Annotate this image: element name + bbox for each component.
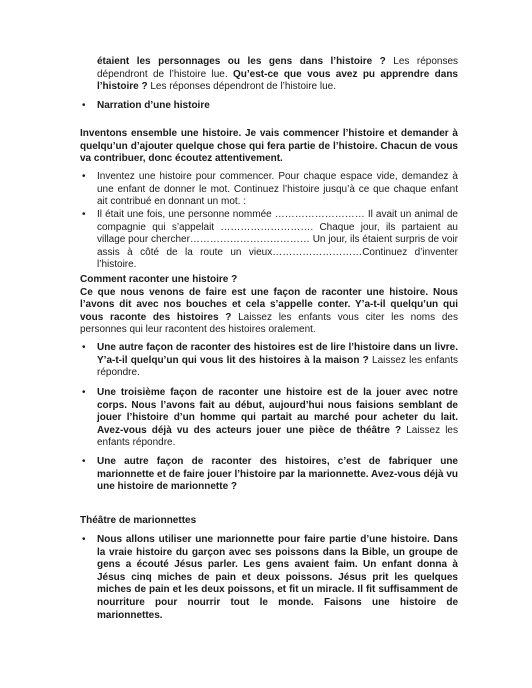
answer-text: Les réponses dépendront de l’histoire lue. (97, 56, 459, 80)
paragraph-intro (97, 56, 458, 94)
bullet-icon: • (82, 171, 86, 182)
list-item: Une autre façon de raconter des histoires, c’est de fabriquer une marionnette et de faire jouer l’histoire par la marionnette. Avez-vous déjà vu une histoire de marionnette ? (97, 456, 458, 493)
section-heading-theatre: Théâtre de marionnettes (80, 515, 197, 526)
list-item: Inventez une histoire pour commencer. Pour chaque espace vide, demandez à une enfant de donner le mot. Continuez l’histoire jusqu’à ce que chaque enfant ait contribué en donnant un mot. : (97, 171, 458, 208)
paragraph-instructions: Inventons ensemble une histoire. Je vais commencer l’histoire et demander à quelqu’un d’ajouter quelque chose qui fera partie de l’histoire. Chacun de vous va contribuer, donc écoutez attentivement. (80, 128, 458, 165)
section-heading: Comment raconter une histoire ? (80, 274, 238, 285)
question-text: Qu’est-ce que vous avez pu apprendre dans l’histoire ? (97, 68, 458, 93)
list-item: Une autre façon de raconter des histoires est de lire l’histoire dans un livre. Y’a-t-il quelqu’un qui vous lit des histoires à la maison ? Laissez les enfants répondre. (97, 342, 458, 379)
bullet-icon: • (82, 209, 86, 220)
section-heading-narration: Narration d’une histoire (97, 100, 210, 111)
bullet-icon: • (82, 100, 86, 111)
section-raconter: Comment raconter une histoire ? Ce que nous venons de faire est une façon de raconter une histoire. Nous l’avons dit avec nos bouches et cela s’appelle conter. Y’a-t-il quelqu’un qui vous raconte des histoires ? Laissez les enfants vous citer les noms des personnes qui leur racontent des histoires oralement. (80, 274, 458, 336)
list-item: Nous allons utiliser une marionnette pour faire partie d’une histoire. Dans la vraie histoire du garçon avec ses poissons dans la Bible, un groupe de gens a écouté Jésus parler. Les gens avaient faim. Un enfant donna à Jésus cinq miches de pain et deux poissons. Jésus prit les quelques miches de pain et les deux poissons, et fit un miracle. Il fit suffisamment de nourriture pour nourrir tout le monde. Faisons une histoire de marionnettes. (97, 534, 458, 621)
list-item: Une troisième façon de raconter une histoire est de la jouer avec notre corps. Nous l’avons fait au début, aujourd’hui nous faisions semblant de jouer l’histoire d’un homme qui partait au marché pour acheter du lait. Avez-vous déjà vu des acteurs jouer une pièce de théâtre ? Laissez les enfants répondre. (97, 387, 458, 449)
answer-text: Les réponses dépendront de l’histoire lue. (150, 81, 337, 93)
list-item: Il était une fois, une personne nommée ……………………… Il avait un animal de compagnie qui s’appelait ………………………. Chaque jour, ils partaient au village pour chercher……………………………… Un jour, ils étaient surpris de voir assis à côté de la route un vieux………………………Continuez d’inventer l’histoire. (97, 209, 458, 271)
bullet-icon: • (82, 456, 86, 467)
question-text: étaient les personnages ou les gens dans l’histoire ? (97, 56, 386, 67)
bullet-icon: • (82, 342, 86, 353)
bullet-icon: • (82, 534, 86, 545)
bullet-icon: • (82, 387, 86, 398)
